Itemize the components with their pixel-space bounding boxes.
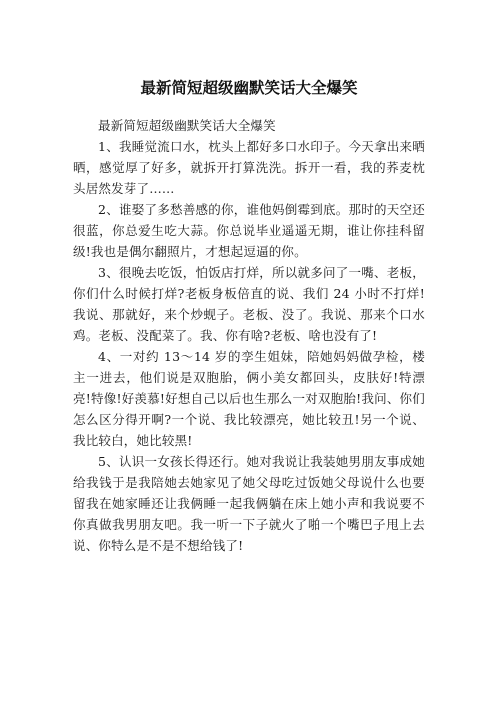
joke-paragraph-1: 1、我睡觉流口水，枕头上都好多口水印子。今天拿出来晒晒，感觉厚了好多，就拆开打算洗洗。拆开一看，我的荞麦枕头居然发芽了…… — [73, 139, 425, 196]
subtitle-paragraph: 最新简短超级幽默笑话大全爆笑 — [98, 118, 276, 133]
joke-paragraph-4: 4、一对约 13～14 岁的孪生姐妹，陪她妈妈做孕检，楼主一进去，他们说是双胞胎，俩小美女都回头，皮肤好!特漂亮!特像!好羡慕!好想自己以后也生那么一对双胞胎!我问、你们怎么区分得开啊?一个说、我比较漂亮，她比较丑!另一个说、我比较白，她比较黑! — [73, 349, 425, 448]
joke-paragraph-2: 2、谁娶了多愁善感的你，谁他妈倒霉到底。那时的天空还很蓝，你总爱生吃大蒜。你总说毕业遥遥无期，谁让你挂科留级!我也是偶尔翻照片，才想起逗逼的你。 — [73, 202, 425, 259]
page-title: 最新简短超级幽默笑话大全爆笑 — [140, 79, 358, 97]
joke-paragraph-3: 3、很晚去吃饭，怕饭店打烊，所以就多问了一嘴、老板，你们什么时候打烊?老板身板倍直的说、我们 24 小时不打烊!我说、那就好，来个炒蚬子。老板、没了。我说、那来个口水鸡。老板、没配菜了。我、你有啥?老板、啥也没有了! — [73, 265, 425, 343]
document-body — [73, 115, 425, 556]
joke-paragraph-5: 5、认识一女孩长得还行。她对我说让我装她男朋友事成她给我钱于是我陪她去她家见了她父母吃过饭她父母说什么也要留我在她家睡还让我俩睡一起我俩躺在床上她小声和我说要不你真做我男朋友吧。我一听一下子就火了啪一个嘴巴子甩上去说、你特么是不是不想给钱了! — [73, 454, 425, 553]
